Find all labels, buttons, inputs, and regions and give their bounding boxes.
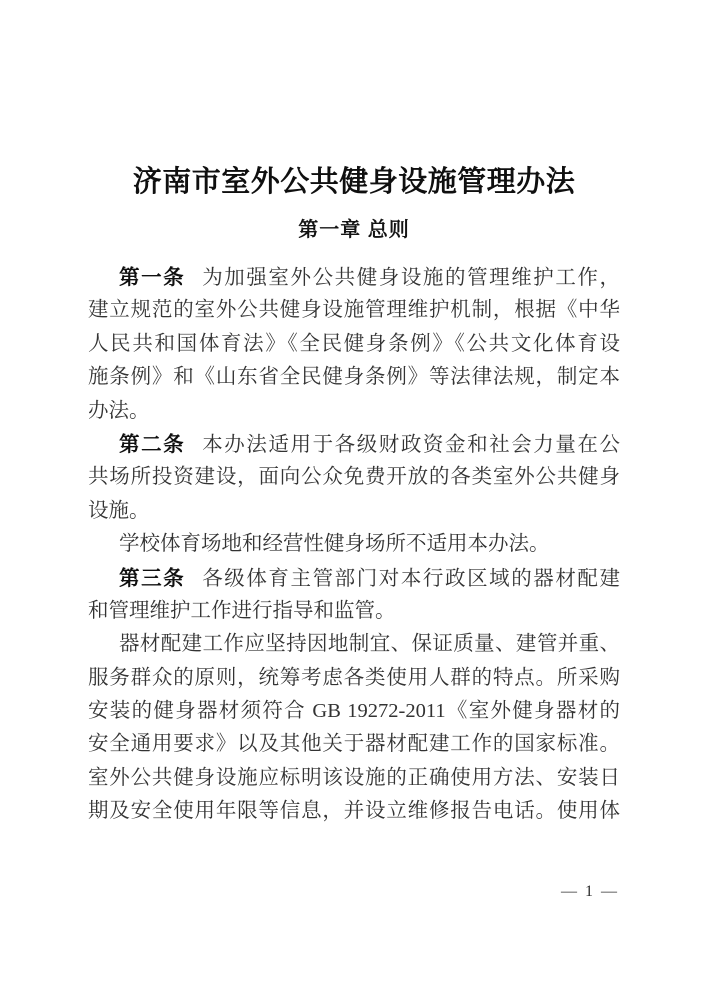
- text-line: [88, 595, 620, 628]
- line-text: 安全通用要求》以及其他关于器材配建工作的国家标准。: [88, 733, 620, 756]
- line-text: 本办法适用于各级财政资金和社会力量在公: [202, 433, 620, 456]
- text-line: [88, 361, 620, 394]
- document-body: [88, 261, 620, 829]
- document-title: 济南市室外公共健身设施管理办法: [132, 166, 576, 198]
- text-line: [88, 728, 620, 761]
- line-text: 设施。: [88, 499, 150, 522]
- line-text: 人民共和国体育法》《全民健身条例》《公共文化体育设: [88, 332, 620, 355]
- line-text: 学校体育场地和经营性健身场所不适用本办法。: [119, 533, 550, 556]
- text-line: [88, 395, 620, 428]
- page-number: — 1 —: [561, 883, 619, 900]
- line-text: 和管理维护工作进行指导和监管。: [88, 599, 396, 622]
- text-line: [88, 562, 620, 595]
- line-text: 建立规范的室外公共健身设施管理维护机制，根据《中华: [88, 299, 620, 322]
- line-text: 器材配建工作应坚持因地制宜、保证质量、建管并重、: [119, 633, 620, 656]
- text-line: [88, 528, 620, 561]
- line-text: 服务群众的原则，统筹考虑各类使用人群的特点。所采购: [88, 666, 620, 689]
- text-line: [88, 795, 620, 828]
- text-line: [88, 428, 620, 461]
- line-text: 期及安全使用年限等信息，并设立维修报告电话。使用体: [88, 800, 620, 823]
- line-text: 安装的健身器材须符合 GB 19272-2011《室外健身器材的: [88, 700, 620, 723]
- line-text: 施条例》和《山东省全民健身条例》等法律法规，制定本: [88, 366, 620, 389]
- text-line: [88, 294, 620, 327]
- article-number: 第二条: [119, 432, 186, 456]
- line-text: 室外公共健身设施应标明该设施的正确使用方法、安装日: [88, 766, 620, 789]
- text-line: [88, 261, 620, 294]
- article-number: 第一条: [119, 266, 186, 289]
- text-line: [88, 695, 620, 728]
- text-line: [88, 628, 620, 661]
- article-number: 第三条: [119, 566, 186, 590]
- line-text: 各级体育主管部门对本行政区域的器材配建: [202, 567, 620, 590]
- line-text: 共场所投资建设，面向公众免费开放的各类室外公共健身: [88, 466, 620, 489]
- line-text: 为加强室外公共健身设施的管理维护工作，: [202, 267, 620, 289]
- text-line: [88, 461, 620, 494]
- line-text: 办法。: [88, 399, 150, 422]
- text-line: [88, 495, 620, 528]
- text-line: [88, 762, 620, 795]
- text-line: [88, 328, 620, 361]
- chapter-heading: 第一章 总则: [298, 219, 410, 241]
- text-line: [88, 662, 620, 695]
